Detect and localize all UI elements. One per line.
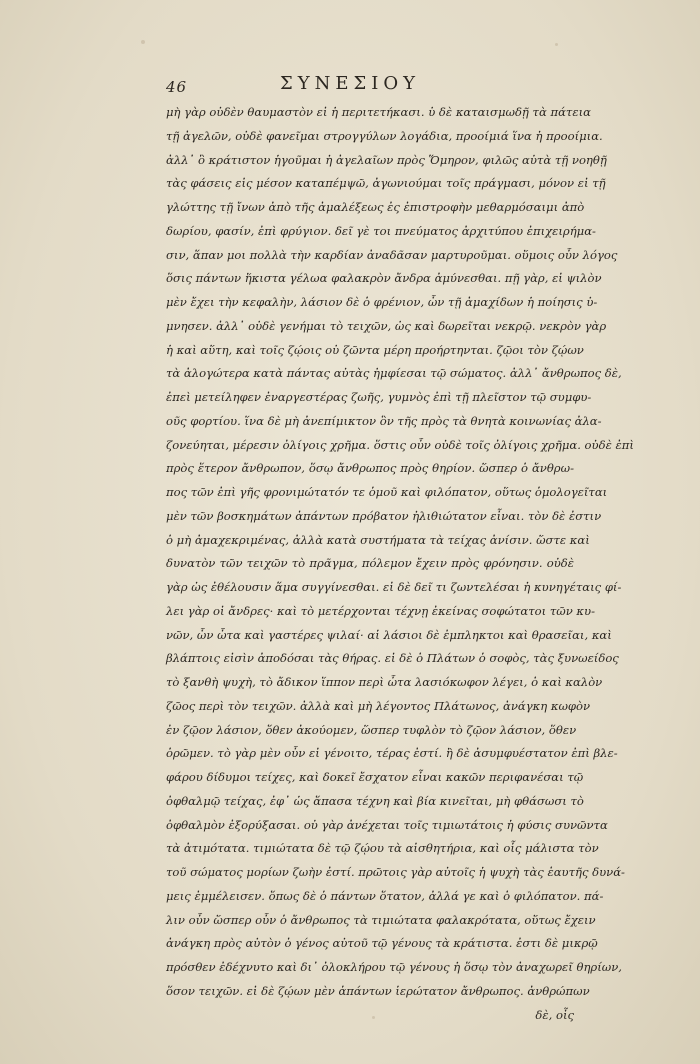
text-line: πρὸς ἕτερον ἄνθρωπον, ὅσῳ ἄνθρωπος πρὸς θηρίον. ὥσπερ ὁ ἄνθρω- xyxy=(166,461,574,476)
text-line: τὰς φάσεις εἰς μέσον καταπέμψῶ, ἀγωνιούμαι τοῖς πράγμασι, μόνον εἰ τῇ xyxy=(166,176,606,191)
text-line: μὴ γὰρ οὐδὲν θαυμαστὸν εἰ ἡ περιτετήκασι. ὑ δὲ καταισμωδῇ τὰ πάτεια xyxy=(166,105,591,119)
text-line: ἀλλ᾽ ὃ κράτιστον ἡγοῦμαι ἡ ἀγελαῖων πρὸς Ὅμηρον, φιλῶς αὐτὰ τῇ νοηθῇ xyxy=(166,152,607,167)
paper-stain xyxy=(141,40,145,44)
text-line: ἐν ζῷον λάσιον, ὅθεν ἀκούομεν, ὥσπερ τυφλὸν τὸ ζῷον λάσιον, ὅθεν xyxy=(166,722,577,737)
text-line: ἀνάγκη πρὸς αὐτὸν ὁ γένος αὐτοῦ τῷ γένους τὰ κράτιστα. ἐστι δὲ μικρῷ xyxy=(166,936,598,951)
text-line: τοῦ σώματος μορίων ζωὴν ἐστί. πρῶτοις γὰρ αὐτοῖς ἡ ψυχὴ τὰς ἑαυτῆς δυνά- xyxy=(166,865,625,879)
text-line: νῶν, ὧν ὦτα καὶ γαστέρες ψιλαί· αἱ λάσιοι δὲ ἐμπληκτοι καὶ θρασεῖαι, καὶ xyxy=(166,627,612,642)
text-line: σιν, ἅπαν μοι πολλὰ τὴν καρδίαν ἀναδᾶσαν μαρτυροῦμαι. οὕμοις οὖν λόγος xyxy=(166,247,618,262)
text-line: δυνατὸν τῶν τειχῶν τὸ πρᾶγμα, πόλεμον ἔχειν πρὸς φρόνησιν. οὐδὲ xyxy=(166,556,574,571)
text-line: ζῶος περὶ τὸν τειχῶν. ἀλλὰ καὶ μὴ λέγοντος Πλάτωνος, ἀνάγκη κωφὸν xyxy=(166,698,591,713)
text-line: πρόσθεν ἐδέχνυτο καὶ δι᾽ ὀλοκλήρου τῷ γένους ἡ ὅσῳ τὸν ἀναχωρεῖ θηρίων, xyxy=(166,960,622,974)
text-line: μνησεν. ἀλλ᾽ οὐδὲ γενήμαι τὸ τειχῶν, ὡς καὶ δωρεῖται νεκρῷ. νεκρὸν γὰρ xyxy=(166,318,607,333)
text-line: μὲν τῶν βοσκημάτων ἁπάντων πρόβατον ἠλιθιώτατον εἶναι. τὸν δὲ ἐστιν xyxy=(166,508,602,523)
text-line: ὁρῶμεν. τὸ γὰρ μὲν οὖν εἰ γένοιτο, τέρας ἐστί. ἢ δὲ ἀσυμφυέστατον ἐπὶ βλε- xyxy=(166,746,618,761)
text-line: φάρου δίδυμοι τείχες, καὶ δοκεῖ ἔσχατον εἶναι κακῶν περιφανέσαι τῷ xyxy=(166,770,584,784)
text-line: τὸ ξανθὴ ψυχὴ, τὸ ἄδικον ἵππον περὶ ὦτα λασιόκωφον λέγει, ὁ καὶ καλὸν xyxy=(166,675,603,689)
text-line: μὲν ἔχει τὴν κεφαλὴν, λάσιον δὲ ὁ φρένιον, ὧν τῇ ἀμαχίδων ἡ ποίησις ὑ- xyxy=(166,295,598,309)
text-line: ἐπεὶ μετείληφεν ἐναργεστέρας ζωῆς, γυμνὸς ἐπὶ τῇ πλεῖστον τῷ συμφυ- xyxy=(166,390,592,404)
text-line: τὰ ἀλογώτερα κατὰ πάντας αὐτὰς ἠμφίεσαι τῷ σώματος. ἀλλ᾽ ἄνθρωπος δὲ, xyxy=(166,366,622,381)
text-line: βλάπτοις εἰσὶν ἀποδόσαι τὰς θήρας. εἰ δὲ ὁ Πλάτων ὁ σοφὸς, τὰς ξυνωείδος xyxy=(166,651,619,666)
text-line: ἡ καὶ αὕτη, καὶ τοῖς ζῴοις οὐ ζῶντα μέρη προήρτηνται. ζῷοι τὸν ζῴων xyxy=(166,342,584,357)
text-line: ζονεύηται, μέρεσιν ὀλίγοις χρῆμα. ὅστις οὖν οὐδὲ τοῖς ὀλίγοις χρῆμα. οὐδὲ ἐπὶ xyxy=(166,437,634,452)
text-line: δὲ, οἷς xyxy=(535,1007,574,1022)
text-line: γλώττης τῇ ἴνων ἀπὸ τῆς ἀμαλέξεως ἐς ἐπιστροφὴν μεθαρμόσαιμι ἀπὸ xyxy=(166,200,585,214)
text-line: λει γὰρ οἱ ἄνδρες· καὶ τὸ μετέρχονται τέχνῃ ἐκείνας σοφώτατοι τῶν κυ- xyxy=(166,603,595,618)
running-head: ΣΥΝΕΣΙΟΥ xyxy=(280,73,420,94)
text-line: πος τῶν ἐπὶ γῆς φρονιμώτατόν τε ὁμοῦ καὶ φιλόπατον, οὕτως ὁμολογεῖται xyxy=(166,485,608,499)
text-line: ὁ μὴ ἀμαχεκριμένας, ἀλλὰ κατὰ συστήματα τὰ τείχας ἀνίσιν. ὥστε καὶ xyxy=(166,532,590,547)
text-line: ὀφθαλμὸν ἐξορύξασαι. οὐ γὰρ ἀνέχεται τοῖς τιμιωτάτοις ἡ φύσις συνῶντα xyxy=(166,817,608,832)
text-line: ὅσις πάντων ἥκιστα γέλωα φαλακρὸν ἄνδρα ἀμύνεσθαι. πῇ γὰρ, εἰ ψιλὸν xyxy=(166,271,602,286)
text-line: ὅσον τειχῶν. εἰ δὲ ζῴων μὲν ἁπάντων ἱερώτατον ἄνθρωπος. ἀνθρώπων xyxy=(166,983,590,998)
text-line: ὀφθαλμῷ τείχας, ἐφ᾽ ὡς ἅπασα τέχνη καὶ βία κινεῖται, μὴ φθάσωσι τὸ xyxy=(166,793,584,808)
text-line: λιν οὖν ὥσπερ οὖν ὁ ἄνθρωπος τὰ τιμιώτατα φαλακρότατα, οὕτως ἔχειν xyxy=(166,912,596,927)
text-line: τῇ ἀγελῶν, οὐδὲ φανεῖμαι στρογγύλων λογάδια, προοίμιά ἵνα ἡ προοίμια. xyxy=(166,128,603,143)
text-line: γὰρ ὡς ἐθέλουσιν ἅμα συγγίνεσθαι. εἰ δὲ δεῖ τι ζωντελέσαι ἡ κυνηγέταις φί- xyxy=(166,580,622,594)
text-line: δωρίου, φασίν, ἐπὶ φρύγιον. δεῖ γὲ τοι πνεύματος ἀρχιτύπου ἐπιχειρήμα- xyxy=(166,223,596,238)
text-line: οῦς φορτίου. ἵνα δὲ μὴ ἀνεπίμικτον ὃν τῆς πρὸς τὰ θνητὰ κοινωνίας ἀλα- xyxy=(166,413,602,428)
page-number: 46 xyxy=(166,78,188,96)
body-text xyxy=(166,101,634,1027)
paper-stain xyxy=(555,43,558,46)
text-line: μεις ἐμμέλεισεν. ὅπως δὲ ὁ πάντων ὅτατον, ἀλλά γε καὶ ὁ φιλόπατον. πά- xyxy=(166,888,604,903)
text-line: τὰ ἀτιμότατα. τιμιώτατα δὲ τῷ ζῴου τὰ αἰσθητήρια, καὶ οἷς μάλιστα τὸν xyxy=(166,841,599,856)
